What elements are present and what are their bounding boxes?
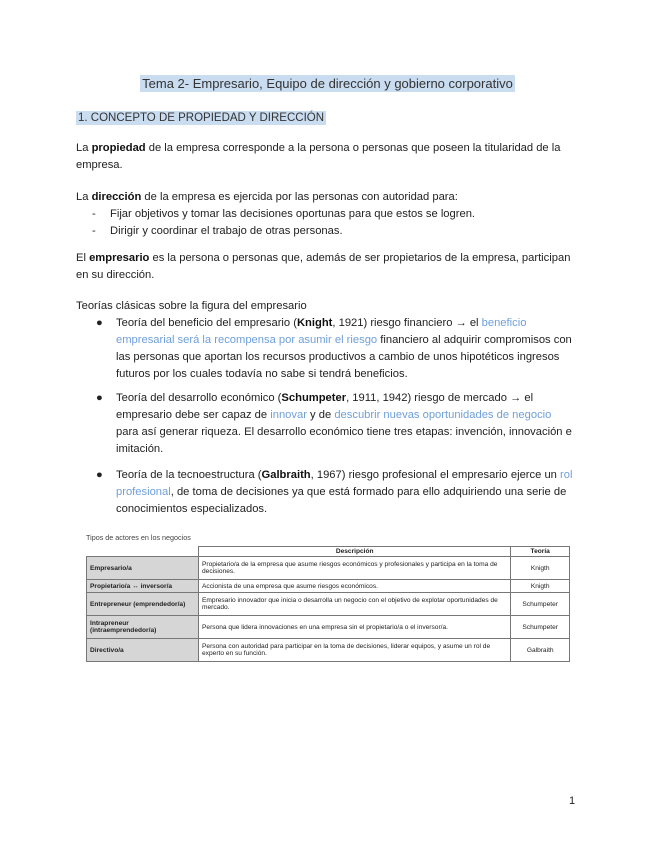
table-cell: Empresario/a <box>87 557 199 580</box>
bold-term: empresario <box>89 252 150 264</box>
list-item: - Dirigir y coordinar el trabajo de otras personas. <box>76 223 576 240</box>
text: , 1921) riesgo financiero → el <box>332 317 482 329</box>
table-row <box>87 616 570 639</box>
section-heading: 1. CONCEPTO DE PROPIEDAD Y DIRECCIÓN <box>78 112 325 124</box>
bold-term: dirección <box>91 191 142 203</box>
table-cell: Propietario/a ↔ inversor/a <box>87 580 199 593</box>
table-cell: Schumpeter <box>511 593 570 616</box>
text: Teoría del desarrollo económico ( <box>116 392 282 404</box>
table-cell: Empresario innovador que inicia o desarrolla un negocio con el objetivo de explotar oportunidades de mercado. <box>199 593 511 616</box>
table-cell: Accionista de una empresa que asume riesgos económicos. <box>199 580 511 593</box>
teoria-schumpeter <box>76 390 576 458</box>
text: Teoría de la tecnoestructura ( <box>116 469 262 481</box>
text: financiero al adquirir compromisos con las personas que aportan los recursos productivos a cambio de unos hipotéticos ingresos futuros por los cuales todavía no sabe si tendrá beneficios. <box>116 334 572 380</box>
highlight-text: innovar <box>270 409 307 421</box>
table-cell: Persona que lidera innovaciones en una empresa sin el propietario/a o el inversor/a. <box>199 616 511 639</box>
table-row <box>87 580 570 593</box>
table-header <box>87 547 199 557</box>
title-wrap <box>0 76 655 91</box>
author: Knight <box>296 317 333 329</box>
bullet-icon: ● <box>96 469 103 481</box>
paragraph-propiedad <box>76 140 576 174</box>
text: y de <box>306 409 335 421</box>
direccion-list <box>76 206 576 240</box>
table-header: Teoría <box>511 547 570 557</box>
table-cell: Propietario/a de la empresa que asume riesgos económicos y profesionales y participa en la toma de decisiones. <box>199 557 511 580</box>
text: de la empresa es ejercida por las personas con autoridad para: <box>141 191 458 203</box>
actors-table <box>86 546 570 662</box>
table-row <box>87 593 570 616</box>
table-caption: Tipos de actores en los negocios <box>86 533 191 542</box>
text: La <box>76 191 92 203</box>
text: , de toma de decisiones ya que está formado para ello adquiriendo una serie de conocimientos especializados. <box>116 486 567 515</box>
teoria-knight <box>76 315 576 383</box>
table-cell: Entrepreneur (emprendedor/a) <box>87 593 199 616</box>
table-cell: Galbraith <box>511 639 570 662</box>
bullet-icon: ● <box>96 392 103 404</box>
table-cell: Knigth <box>511 557 570 580</box>
text: Teoría del beneficio del empresario ( <box>116 317 297 329</box>
table-cell: Directivo/a <box>87 639 199 662</box>
highlight-text: rol profesional <box>116 469 573 498</box>
page-number: 1 <box>569 795 576 807</box>
table-cell: Knigth <box>511 580 570 593</box>
text: La <box>76 142 92 154</box>
teorias-intro: Teorías clásicas sobre la figura del empresario <box>76 300 307 312</box>
actors-table-figure <box>86 533 570 662</box>
text: de la empresa corresponde a la persona o personas que poseen la titularidad de la empresa. <box>76 142 561 171</box>
table-header: Descripción <box>199 547 511 557</box>
paragraph-direccion <box>76 189 576 240</box>
author: Galbraith <box>261 469 311 481</box>
table-cell: Persona con autoridad para participar en la toma de decisiones, liderar equipos, y asume un rol de experto en su función. <box>199 639 511 662</box>
table-cell: Schumpeter <box>511 616 570 639</box>
bold-term: propiedad <box>91 142 146 154</box>
author: Schumpeter <box>281 392 347 404</box>
table-row <box>87 639 570 662</box>
highlight-text: beneficio empresarial será la recompensa por asumir el riesgo <box>116 317 527 346</box>
text: El <box>76 252 90 264</box>
teoria-galbraith <box>76 467 576 518</box>
paragraph-empresario <box>76 250 576 284</box>
text: para así generar riqueza. El desarrollo económico tiene tres etapas: invención, innovación e imitación. <box>116 426 572 455</box>
text: es la persona o personas que, además de ser propietarios de la empresa, participan en su dirección. <box>76 252 571 281</box>
table-row <box>87 557 570 580</box>
page-title: Tema 2- Empresario, Equipo de dirección y gobierno corporativo <box>142 76 513 91</box>
text: , 1911, 1942) riesgo de mercado → el empresario debe ser capaz de <box>116 392 534 421</box>
bullet-icon: ● <box>96 317 103 329</box>
highlight-text: descubrir nuevas oportunidades de negocio <box>334 409 552 421</box>
table-cell: Intrapreneur (intraemprendedor/a) <box>87 616 199 639</box>
list-item: - Fijar objetivos y tomar las decisiones oportunas para que estos se logren. <box>76 206 576 223</box>
table-header-row <box>87 547 570 557</box>
text: , 1967) riesgo profesional el empresario ejerce un <box>310 469 560 481</box>
